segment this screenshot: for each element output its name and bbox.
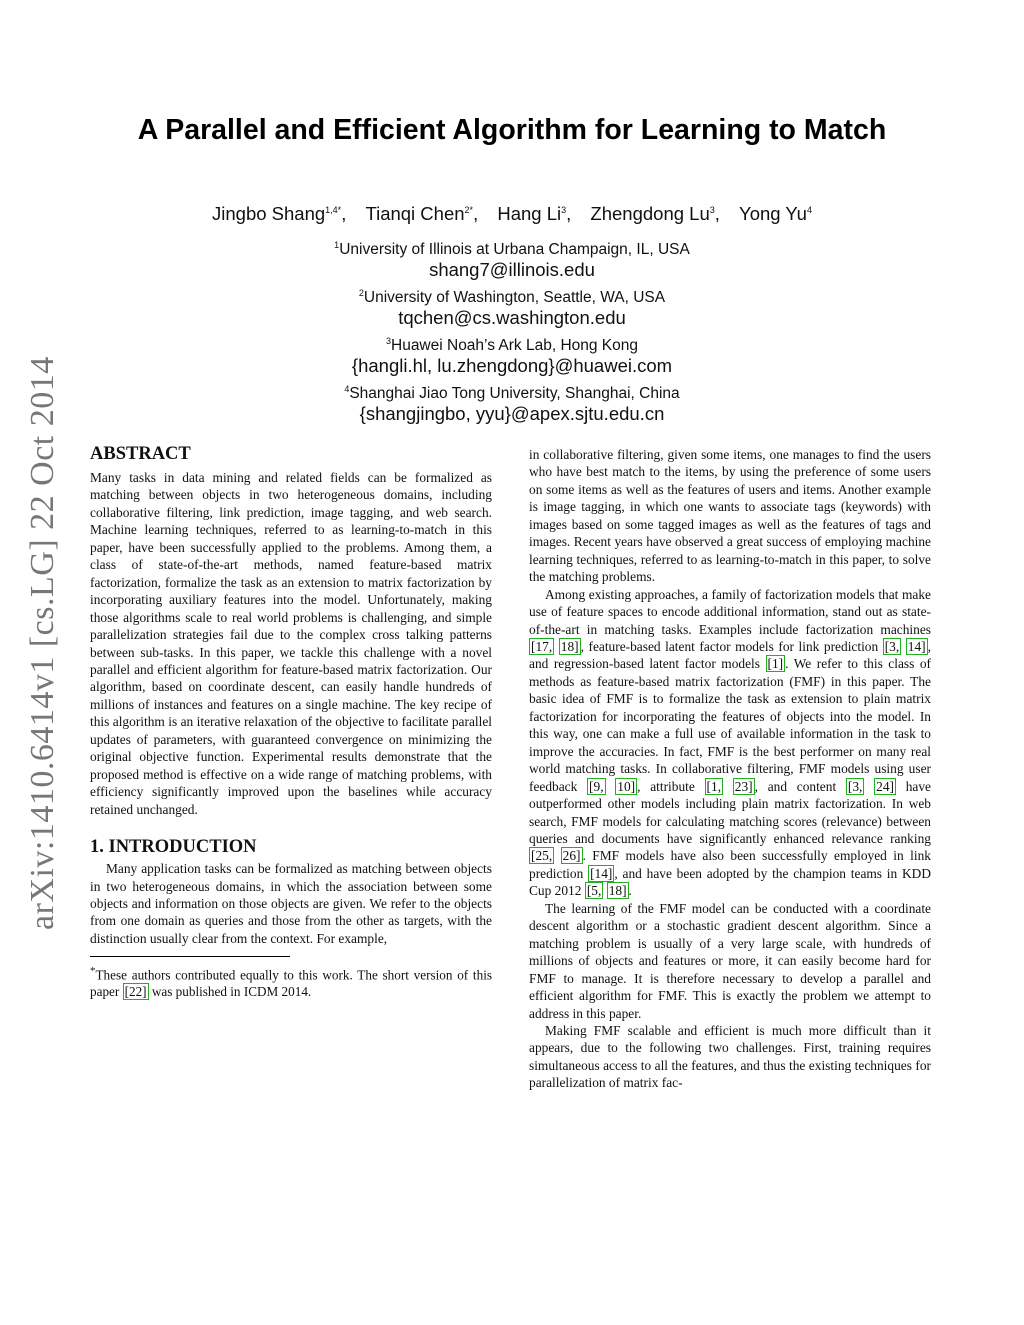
- abstract-heading: ABSTRACT: [90, 444, 191, 464]
- affiliation-email: tqchen@cs.washington.edu: [398, 307, 626, 329]
- citation-link[interactable]: [25,: [531, 848, 553, 864]
- affiliation-4: $^4$Shanghai Jiao Tong University, Shanghai, China {shangjingbo, yyu}@apex.sjtu.edu.cn: [0, 380, 1024, 425]
- author-name: Jingbo Shang$^{1,4*}$,: [212, 203, 347, 224]
- citation-link[interactable]: [3,: [884, 638, 900, 654]
- arxiv-side-label: arXiv:1410.6414v1 [cs.LG] 22 Oct 2014: [24, 356, 61, 930]
- citation-link[interactable]: 18]: [608, 883, 627, 899]
- abstract-text: Many tasks in data mining and related fields can be formalized as matching between objects in two heterogeneous domains, including collaborative filtering, link prediction, image tagging, and web search. Machine learning techniques, referred to as learning-to-match in this paper, have been successfully applied to the problems. Among them, a class of state-of-the-art methods, named feature-based matrix factorization, formalize the task as an extension to matrix factorization by incorporating auxiliary features into the model. Unfortunately, making those algorithms scale to real world problems is challenging, and simple parallelization strategies fail due to the complex cross talking patterns between sub-tasks. In this paper, we tackle this challenge with a novel parallel and efficient algorithm for feature-based matrix factorization. Our algorithm, based on coordinate descent, can easily handle hundreds of millions of instances and features on a single machine. The key recipe of this algorithm is an iterative relaxation of the objective to facilitate parallel updates of parameters, with guaranteed convergence on minimizing the original objective function. Experimental results demonstrate that the proposed method is effective on a wide range of matching problems, with efficiency significantly improved upon the baselines while accuracy retained unchanged.: [90, 470, 492, 817]
- affiliation-institution: University of Illinois at Urbana Champaign, IL, USA: [339, 241, 690, 259]
- affiliation-2: $^2$University of Washington, Seattle, WA, USA tqchen@cs.washington.edu: [0, 284, 1024, 329]
- citation-link[interactable]: [1,: [706, 778, 722, 794]
- intro-paragraph: Making FMF scalable and efficient is much more difficult than it appears, due to the following two challenges. First, training requires simultaneous access to all the features, and thus the existing techniques for parallelization of matrix fac-: [529, 1022, 931, 1091]
- citation-link[interactable]: [3,: [847, 778, 863, 794]
- citation-link[interactable]: [14]: [590, 865, 613, 881]
- author-name: Yong Yu$^4$: [739, 203, 812, 224]
- affiliation-1: $^1$University of Illinois at Urbana Champaign, IL, USA shang7@illinois.edu: [0, 236, 1024, 281]
- citation-link[interactable]: 23]: [734, 778, 753, 794]
- citation-link[interactable]: 24]: [876, 778, 894, 794]
- author-name: Tianqi Chen$^{2*}$,: [365, 203, 479, 224]
- affiliation-institution: Shanghai Jiao Tong University, Shanghai, China: [349, 385, 680, 403]
- affiliation-institution: University of Washington, Seattle, WA, USA: [363, 289, 666, 307]
- intro-paragraph: Among existing approaches, a family of factorization models that make use of feature spaces to encode additional information, stand out as state-of-the-art in matching tasks. Examples include factorization machines [17, 18] , feature-based latent factor models for link prediction [3, 14] , and regression-based latent factor models [1] . We refer to this class of methods as feature-based matrix factorization (FMF) in this paper. The basic idea of FMF is to formalize the task as extension to plain matrix factorization for incorporating the features of objects into the model. In this way, one can make a full use of available information in the task to improve the accuracies. In fact, FMF is the best performer on many real world matching tasks. In collaborative filtering, FMF models using user feedback [9, 10] , attribute [1, 23] , and content [3, 24] have outperformed other models including plain matrix factorization. In web search, FMF models for calculating matching scores (relevance) between queries and documents have significantly enhanced relevance ranking [25, 26] . FMF models have also been successfully employed in link prediction [14] , and have been adopted by the champion teams in KDD Cup 2012 [5, 18] .: [529, 586, 931, 899]
- intro-paragraph: The learning of the FMF model can be conducted with a coordinate descent algorithm or a stochastic gradient descent algorithm. Since a matching problem is usually of a very large scale, with hundreds of millions of objects and features or more, it can easily become hard for FMF to manage. It is therefore necessary to develop a parallel and efficient algorithm for FMF. This is exactly the problem we attempt to address in this paper.: [529, 900, 931, 1021]
- citation-link[interactable]: [17,: [531, 638, 553, 654]
- affiliation-institution: Huawei Noah’s Ark Lab, Hong Kong: [391, 337, 639, 355]
- affiliation-email: {shangjingbo, yyu}@apex.sjtu.edu.cn: [359, 403, 665, 425]
- author-name: Hang Li$^3$,: [497, 203, 572, 224]
- affiliation-3: $^3$Huawei Noah’s Ark Lab, Hong Kong {hangli.hl, lu.zhengdong}@huawei.com: [0, 332, 1024, 377]
- citation-link[interactable]: [1]: [767, 656, 784, 672]
- footnote-rule: [90, 956, 290, 957]
- affiliation-email: {hangli.hl, lu.zhengdong}@huawei.com: [351, 355, 673, 377]
- citation-link[interactable]: [5,: [586, 883, 602, 899]
- left-column: [90, 443, 492, 1000]
- intro-paragraph: in collaborative filtering, given some items, one manages to find the users who have best match to the items, by using the preference of some users on some items as well as the features of users and items. Another example is image tagging, in which one wants to associate tags (keywords) with images based on some tagged images as well as the features of tags and images. Recent years have observed a great success of employing machine learning techniques, referred to as learning-to-match in this paper, to solve the matching problems.: [529, 447, 931, 585]
- affiliation-email: shang7@illinois.edu: [429, 259, 595, 281]
- citation-link[interactable]: 14]: [907, 638, 926, 654]
- intro-paragraph: Many application tasks can be formalized as matching between objects in two heterogeneous domains, in which the association between some objects and information on those objects are given. We refer to the objects from one domain as queries and those from the other as targets, with the distinction usually clear from the context. For example,: [90, 861, 492, 946]
- right-column: [529, 446, 931, 1092]
- citation-link[interactable]: 10]: [617, 778, 636, 794]
- paper-title: A Parallel and Efficient Algorithm for Learning to Match: [137, 114, 887, 146]
- footnote: *These authors contributed equally to this work. The short version of this paper [22] was published in ICDM 2014.: [90, 965, 492, 999]
- introduction-heading: 1. INTRODUCTION: [90, 837, 257, 858]
- citation-link[interactable]: 18]: [560, 638, 579, 654]
- citation-link[interactable]: 26]: [562, 848, 581, 864]
- citation-link[interactable]: [22]: [124, 983, 147, 999]
- author-name: Zhengdong Lu$^3$,: [590, 203, 720, 224]
- author-list: [0, 203, 1024, 225]
- citation-link[interactable]: [9,: [589, 778, 604, 794]
